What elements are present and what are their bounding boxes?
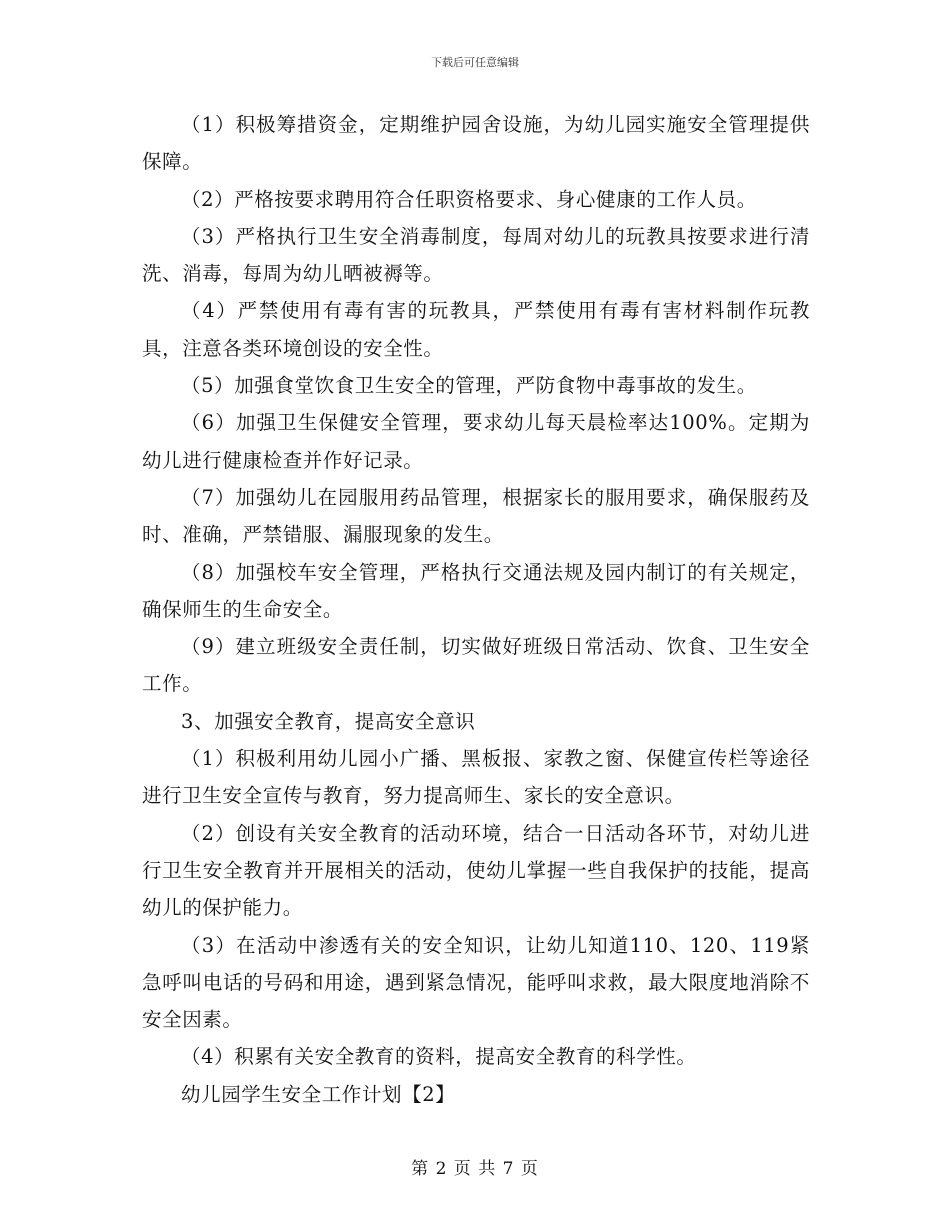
paragraph: （1）积极筹措资金，定期维护园舍设施，为幼儿园实施安全管理提供保障。 bbox=[142, 113, 810, 174]
paragraph: （2）严格按要求聘用符合任职资格要求、身心健康的工作人员。 bbox=[181, 187, 757, 211]
page-header: 下载后可任意编辑 bbox=[431, 56, 519, 69]
paragraph: （4）严禁使用有毒有害的玩教具，严禁使用有毒有害材料制作玩教具，注意各类环境创设的安全性。 bbox=[142, 299, 810, 360]
paragraph: （5）加强食堂饮食卫生安全的管理，严防食物中毒事故的发生。 bbox=[181, 374, 757, 398]
section-heading: 3、加强安全教育，提高安全意识 bbox=[181, 709, 476, 733]
paragraph: （6）加强卫生保健安全管理，要求幼儿每天晨检率达100%。定期为幼儿进行健康检查并作好记录。 bbox=[142, 411, 810, 472]
page-footer: 第 2 页 共 7 页 bbox=[411, 1159, 539, 1179]
section-title: 幼儿园学生安全工作计划【2】 bbox=[181, 1082, 456, 1106]
paragraph: （4）积累有关安全教育的资料，提高安全教育的科学性。 bbox=[181, 1045, 697, 1069]
document-body bbox=[142, 106, 810, 1113]
paragraph: （3）在活动中渗透有关的安全知识，让幼儿知道110、120、119紧急呼叫电话的号码和用途，遇到紧急情况，能呼叫求救，最大限度地消除不安全因素。 bbox=[142, 933, 810, 1032]
paragraph: （7）加强幼儿在园服用药品管理，根据家长的服用要求，确保服药及时、准确，严禁错服、漏服现象的发生。 bbox=[142, 485, 810, 547]
paragraph: （8）加强校车安全管理，严格执行交通法规及园内制订的有关规定，确保师生的生命安全。 bbox=[142, 560, 810, 621]
paragraph: （9）建立班级安全责任制，切实做好班级日常活动、饮食、卫生安全工作。 bbox=[142, 635, 810, 696]
paragraph: （1）积极利用幼儿园小广播、黑板报、家教之窗、保健宣传栏等途径进行卫生安全宣传与教育，努力提高师生、家长的安全意识。 bbox=[142, 747, 810, 808]
paragraph: （3）严格执行卫生安全消毒制度，每周对幼儿的玩教具按要求进行清洗、消毒，每周为幼儿晒被褥等。 bbox=[142, 224, 810, 286]
paragraph: （2）创设有关安全教育的活动环境，结合一日活动各环节，对幼儿进行卫生安全教育并开展相关的活动，使幼儿掌握一些自我保护的技能，提高幼儿的保护能力。 bbox=[142, 821, 810, 920]
